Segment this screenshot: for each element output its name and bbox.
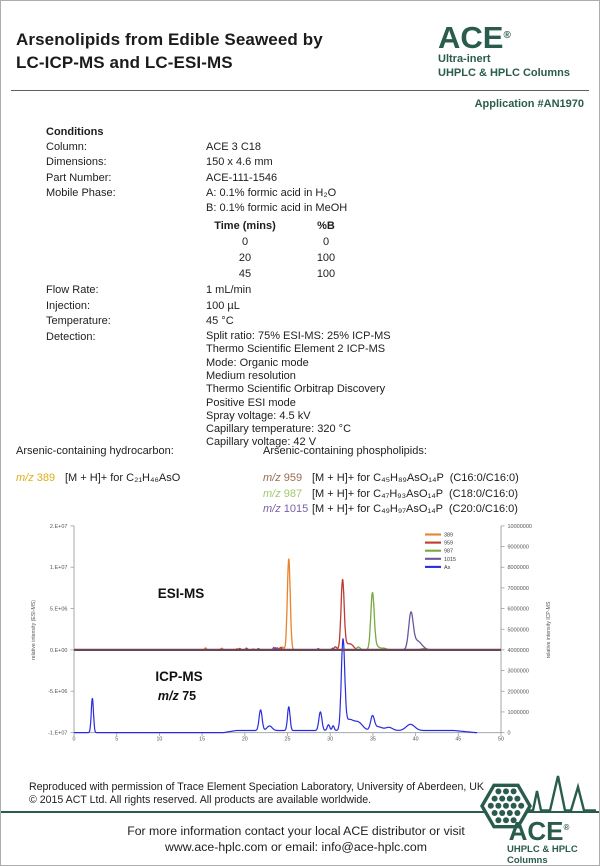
svg-text:-5.E+06: -5.E+06 <box>48 689 68 696</box>
condition-label: Mobile Phase: <box>46 186 116 199</box>
condition-row <box>46 155 566 170</box>
condition-value: B: 0.1% formic acid in MeOH <box>206 202 348 215</box>
condition-label: Part Number: <box>46 171 112 184</box>
svg-text:40: 40 <box>412 736 419 743</box>
mz-value: m/z 987 <box>263 487 303 500</box>
footer-contact-line2 <box>41 839 551 855</box>
condition-value: A: 0.1% formic acid in H₂O <box>206 186 337 199</box>
svg-text:25: 25 <box>284 736 291 743</box>
svg-text:6000000: 6000000 <box>507 606 529 613</box>
mz-value: m/z 389 <box>16 472 56 484</box>
condition-value: ACE 3 C18 <box>206 141 262 154</box>
svg-text:0: 0 <box>507 730 511 737</box>
gradient-cell: 0 <box>241 236 249 249</box>
website-link[interactable]: www.ace-hplc.com <box>165 840 268 854</box>
svg-text:7000000: 7000000 <box>507 585 529 592</box>
hydrocarbon-section <box>16 445 256 487</box>
svg-text:relative intensity (ESI-MS): relative intensity (ESI-MS) <box>31 600 37 660</box>
mz-line <box>263 502 593 518</box>
axes <box>74 526 501 733</box>
tick-marks <box>71 526 505 736</box>
svg-text:5: 5 <box>115 736 119 743</box>
mz-line <box>263 471 593 487</box>
detection-line: Thermo Scientific Orbitrap Discovery <box>206 383 386 396</box>
svg-text:20: 20 <box>241 736 248 743</box>
conditions-heading: Conditions <box>46 126 104 138</box>
detection-line: Medium resolution <box>206 369 296 382</box>
condition-value: 150 x 4.6 mm <box>206 156 273 169</box>
svg-text:1000000: 1000000 <box>507 709 529 716</box>
condition-row-detection <box>46 330 566 450</box>
phospholipid-items <box>263 471 593 518</box>
svg-text:ICP-MS: ICP-MS <box>155 669 203 684</box>
condition-row <box>46 171 566 186</box>
svg-text:389: 389 <box>444 532 453 539</box>
series-traces <box>74 556 477 733</box>
gradient-header-row <box>206 219 566 235</box>
phospholipids-section <box>263 445 593 518</box>
svg-text:35: 35 <box>369 736 376 743</box>
footer-contact-mid: or email: <box>267 840 322 854</box>
svg-text:2.E+07: 2.E+07 <box>49 523 68 530</box>
page-title <box>16 28 323 74</box>
condition-label <box>46 201 206 216</box>
svg-text:30: 30 <box>327 736 334 743</box>
gradient-table <box>206 219 566 282</box>
detection-line: Capillary voltage: 42 V <box>206 436 317 449</box>
condition-value: ACE-111-1546 <box>206 171 278 184</box>
svg-text:As: As <box>444 564 451 571</box>
gradient-cell: 100 <box>316 267 336 280</box>
mz-formula: [M + H]+ for C₄₇H₉₃AsO₁₄P (C18:0/C16:0) <box>312 487 519 500</box>
page-title-line2: LC-ICP-MS and LC-ESI-MS <box>16 53 233 72</box>
svg-text:3000000: 3000000 <box>507 668 529 675</box>
series-389 <box>195 559 303 650</box>
svg-text:15: 15 <box>199 736 206 743</box>
condition-value: 100 µL <box>206 299 240 312</box>
svg-text:987: 987 <box>444 548 453 555</box>
mz-value: m/z 1015 <box>263 503 309 516</box>
footer-contact-line1: For more information contact your local ACE distributor or visit <box>127 824 465 838</box>
mz-formula: [M + H]+ for C₂₁H₄₆AsO <box>65 472 181 484</box>
mz-formula: [M + H]+ for C₄₅H₈₉AsO₁₄P (C16:0/C16:0) <box>312 472 519 484</box>
condition-value: 45 °C <box>206 314 234 327</box>
phospholipids-heading: Arsenic-containing phospholipids: <box>263 445 427 457</box>
svg-text:4000000: 4000000 <box>507 647 529 654</box>
mz-line <box>263 487 593 503</box>
footer-credit-line: Reproduced with permission of Trace Element Speciation Laboratory, University of Aberdeen, UK <box>29 781 484 793</box>
mz-formula: [M + H]+ for C₄₉H₉₇AsO₁₄P (C20:0/C16:0) <box>312 503 518 516</box>
svg-text:45: 45 <box>455 736 462 743</box>
header-divider <box>11 90 589 91</box>
conditions-section <box>46 125 566 450</box>
gradient-col-header-b: %B <box>317 220 335 233</box>
series-987 <box>349 593 440 650</box>
registered-mark: ® <box>503 30 511 41</box>
gradient-cell: 20 <box>238 251 252 264</box>
application-number: Application #AN1970 <box>474 98 584 110</box>
detection-details <box>206 330 391 450</box>
svg-text:1.E+07: 1.E+07 <box>49 565 68 572</box>
detection-line: Thermo Scientific Element 2 ICP-MS <box>206 343 386 356</box>
gradient-cell: 0 <box>322 236 330 249</box>
hydrocarbon-heading: Arsenic-containing hydrocarbon: <box>16 445 174 457</box>
hydrocarbon-items <box>16 471 256 487</box>
gradient-cell: 45 <box>238 267 252 280</box>
svg-text:0: 0 <box>72 736 76 743</box>
ace-logo-tagline-1: Ultra-inert <box>438 53 491 65</box>
ace-footer-logo <box>477 769 600 866</box>
svg-text:2000000: 2000000 <box>507 689 529 696</box>
svg-text:10: 10 <box>156 736 163 743</box>
svg-text:0.E+00: 0.E+00 <box>49 647 68 654</box>
registered-mark: ® <box>563 823 570 832</box>
tick-labels <box>31 524 552 743</box>
condition-label: Flow Rate: <box>46 284 99 297</box>
ace-logo-tagline-2: UHPLC & HPLC Columns <box>438 66 570 79</box>
condition-label: Dimensions: <box>46 156 107 169</box>
svg-text:m/z 75: m/z 75 <box>157 689 197 703</box>
svg-text:5000000: 5000000 <box>507 627 529 634</box>
condition-label: Injection: <box>46 299 91 312</box>
detection-line: Positive ESI mode <box>206 396 296 409</box>
detection-line: Mode: Organic mode <box>206 356 309 369</box>
gradient-cell: 100 <box>316 251 336 264</box>
svg-text:relative intensity ICP-MS: relative intensity ICP-MS <box>546 601 552 659</box>
gradient-row <box>206 267 566 283</box>
condition-row <box>46 140 566 155</box>
svg-text:9000000: 9000000 <box>507 544 529 551</box>
ace-footer-wordmark: ACE® <box>508 816 570 846</box>
condition-row <box>46 283 566 298</box>
series-As <box>74 639 477 733</box>
footer-contact <box>41 823 551 855</box>
svg-text:5.E+06: 5.E+06 <box>49 606 68 613</box>
condition-row <box>46 314 566 329</box>
svg-text:ESI-MS: ESI-MS <box>157 586 205 601</box>
ace-footer-tagline-2: Columns <box>507 855 548 866</box>
chromatogram-peaks-icon <box>529 776 596 811</box>
condition-row <box>46 299 566 314</box>
condition-label: Temperature: <box>46 314 111 327</box>
gradient-col-header-time: Time (mins) <box>214 220 276 233</box>
email-link[interactable]: info@ace-hplc.com <box>321 840 427 854</box>
mz-line <box>16 471 256 487</box>
plot-annotations <box>155 586 204 703</box>
series-959 <box>235 580 370 650</box>
svg-text:8000000: 8000000 <box>507 565 529 572</box>
mz-value: m/z 959 <box>263 472 303 484</box>
gradient-row <box>206 251 566 267</box>
gradient-row <box>206 235 566 251</box>
condition-label: Column: <box>46 141 87 154</box>
svg-text:10000000: 10000000 <box>507 523 532 530</box>
svg-text:-1.E+07: -1.E+07 <box>48 730 68 737</box>
ace-logo-wordmark: ACE® <box>438 20 511 55</box>
detection-line: Spray voltage: 4.5 kV <box>206 409 311 422</box>
condition-row <box>46 201 566 216</box>
ace-footer-tagline-1: UHPLC & HPLC <box>507 844 578 855</box>
detection-line: Capillary temperature: 320 °C <box>206 423 352 436</box>
svg-text:1015: 1015 <box>444 556 456 563</box>
legend <box>425 533 456 571</box>
condition-label: Detection: <box>46 331 96 344</box>
page-title-line1: Arsenolipids from Edible Seaweed by <box>16 30 323 49</box>
detection-line: Split ratio: 75% ESI-MS: 25% ICP-MS <box>206 330 391 343</box>
svg-text:50: 50 <box>498 736 504 743</box>
condition-value: 1 mL/min <box>206 284 252 297</box>
ace-header-logo <box>438 21 570 80</box>
series-1015 <box>267 612 438 650</box>
condition-row <box>46 186 566 201</box>
svg-text:959: 959 <box>444 540 453 547</box>
footer-copyright-line: © 2015 ACT Ltd. All rights reserved. All products are available worldwide. <box>29 794 372 806</box>
